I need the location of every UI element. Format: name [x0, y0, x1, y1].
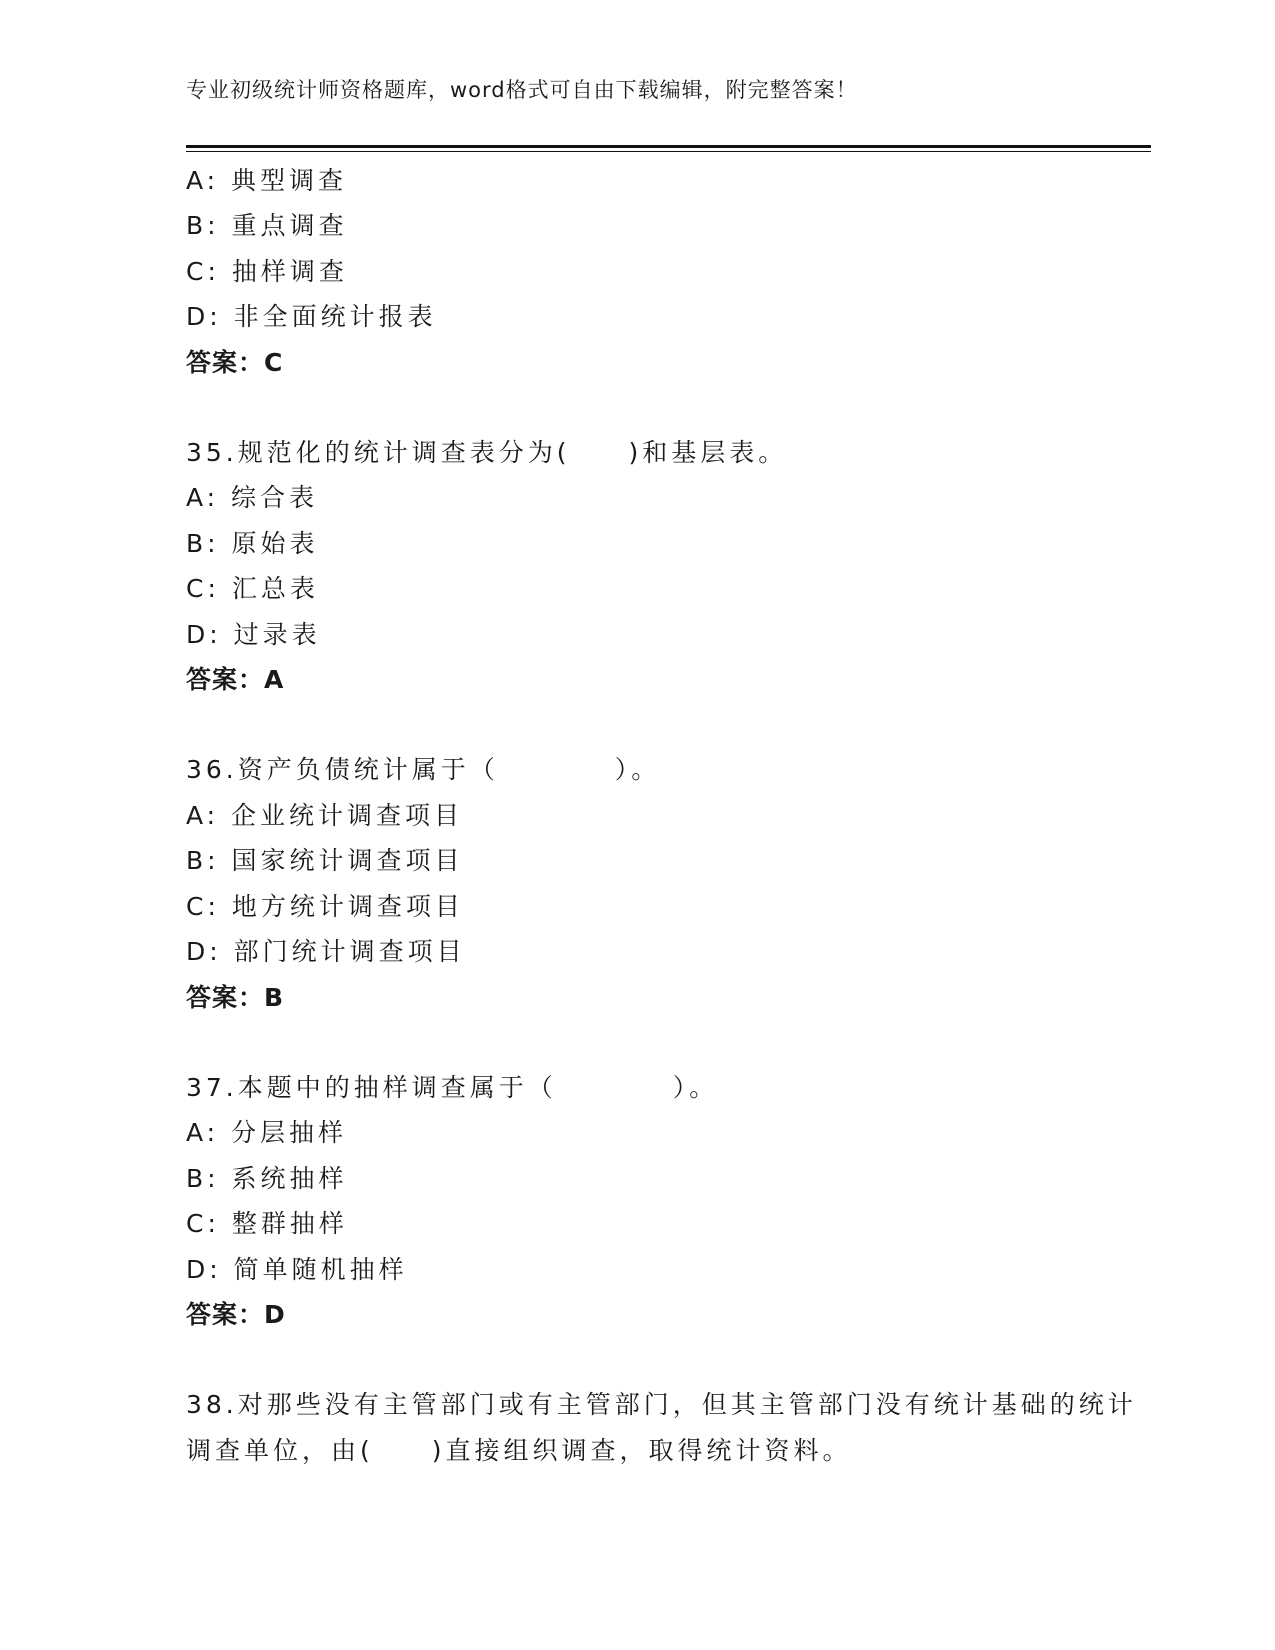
option-b: B: 重点调查 [186, 211, 348, 241]
option-a: A: 综合表 [186, 483, 319, 513]
option-c: C: 整群抽样 [186, 1209, 348, 1239]
option-d: D: 过录表 [186, 619, 321, 649]
page-header: 专业初级统计师资格题库，word格式可自由下载编辑，附完整答案！ [186, 78, 858, 102]
option-d: D: 部门统计调查项目 [186, 937, 466, 967]
header-rule-thin [186, 151, 1151, 152]
option-c: C: 汇总表 [186, 574, 319, 604]
question-content [186, 158, 1146, 1473]
option-b: B: 系统抽样 [186, 1163, 348, 1193]
option-d: D: 简单随机抽样 [186, 1254, 408, 1284]
option-c: C: 地方统计调查项目 [186, 891, 464, 921]
answer: 答案：D [186, 1299, 286, 1329]
question-37: 37.本题中的抽样调查属于（ ）。 [186, 1072, 719, 1102]
option-a: A: 典型调查 [186, 166, 348, 195]
answer: 答案：A [186, 665, 285, 695]
option-a: A: 企业统计调查项目 [186, 800, 464, 830]
option-b: B: 原始表 [186, 528, 319, 558]
option-b: B: 国家统计调查项目 [186, 846, 464, 876]
header-rule-thick [186, 145, 1151, 148]
option-d: D: 非全面统计报表 [186, 302, 437, 332]
answer: 答案：C [186, 347, 284, 377]
option-c: C: 抽样调查 [186, 256, 348, 286]
question-36: 36.资产负债统计属于（ ）。 [186, 755, 661, 785]
question-38: 38.对那些没有主管部门或有主管部门，但其主管部门没有统计基础的统计调查单位，由( )直接组织调查，取得统计资料。 [186, 1390, 1137, 1465]
question-35: 35.规范化的统计调查表分为( )和基层表。 [186, 438, 788, 468]
option-a: A: 分层抽样 [186, 1118, 348, 1148]
answer: 答案：B [186, 982, 285, 1012]
